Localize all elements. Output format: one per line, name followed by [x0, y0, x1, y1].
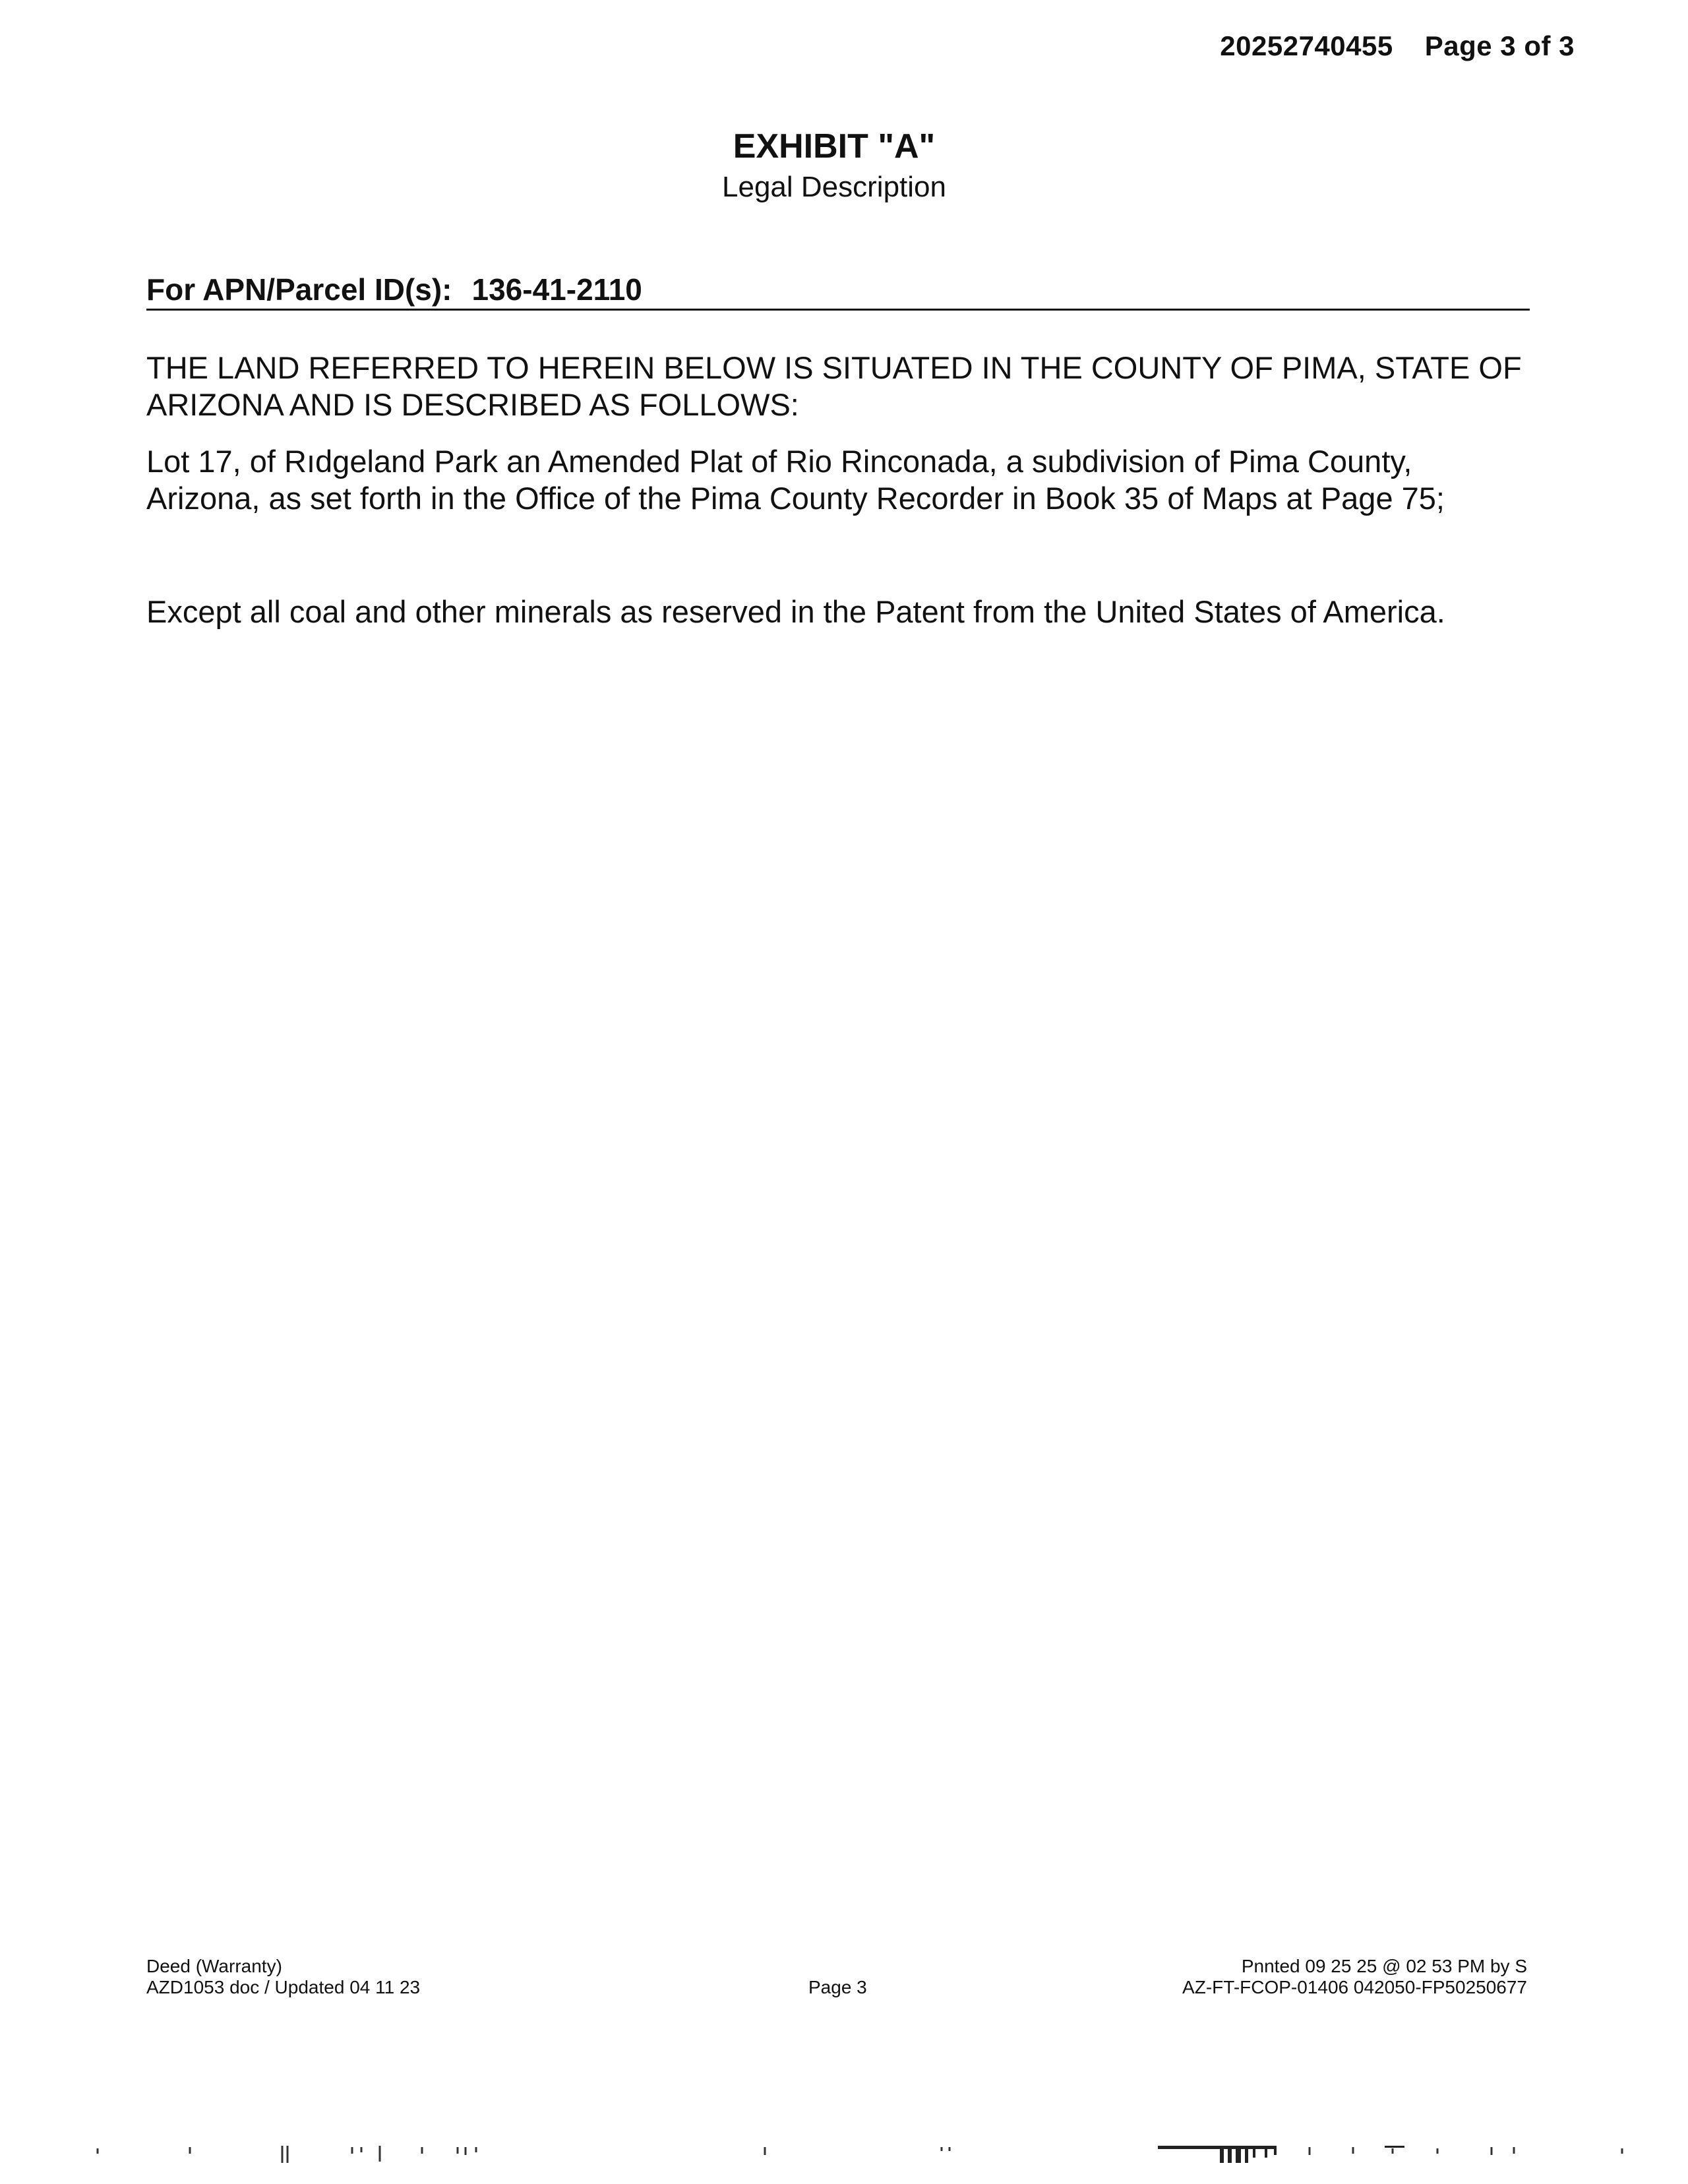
parcel-id-row — [146, 270, 1530, 311]
footer-page-number: Page 3 — [808, 1977, 867, 1997]
page-header — [1220, 30, 1575, 62]
footer-form-code: AZD1053 doc / Updated 04 11 23 — [146, 1977, 421, 1997]
lot-description-paragraph: Lot 17, of Rıdgeland Park an Amended Plat of Rio Rinconada, a subdivision of Pima County, Arizona, as set forth in the Office of the Pima County Recorder in Book 35 of Maps at Page 75; — [146, 444, 1445, 516]
exhibit-title: EXHIBIT "A" — [733, 127, 936, 166]
document-number: 20252740455 — [1220, 30, 1393, 61]
page-count: Page 3 of 3 — [1424, 30, 1575, 61]
footer-print-info — [1182, 1956, 1527, 1998]
footer-printed-stamp: Pnnted 09 25 25 @ 02 53 PM by S — [1241, 1956, 1527, 1976]
exhibit-subtitle: Legal Description — [722, 171, 946, 203]
footer-form-name: Deed (Warranty) — [146, 1956, 282, 1976]
parcel-id-label: For APN/Parcel ID(s): — [146, 272, 452, 307]
footer-form-info — [146, 1956, 420, 1998]
scan-artifact-marks — [0, 2142, 1688, 2168]
footer-file-code: AZ-FT-FCOP-01406 042050-FP50250677 — [1182, 1977, 1527, 1997]
parcel-id-value: 136-41-2110 — [471, 272, 642, 307]
mineral-exception-paragraph: Except all coal and other minerals as reserved in the Patent from the United States of America. — [146, 594, 1445, 629]
land-situation-paragraph: THE LAND REFERRED TO HEREIN BELOW IS SITUATED IN THE COUNTY OF PIMA, STATE OF ARIZONA AND IS DESCRIBED AS FOLLOWS: — [146, 350, 1522, 422]
